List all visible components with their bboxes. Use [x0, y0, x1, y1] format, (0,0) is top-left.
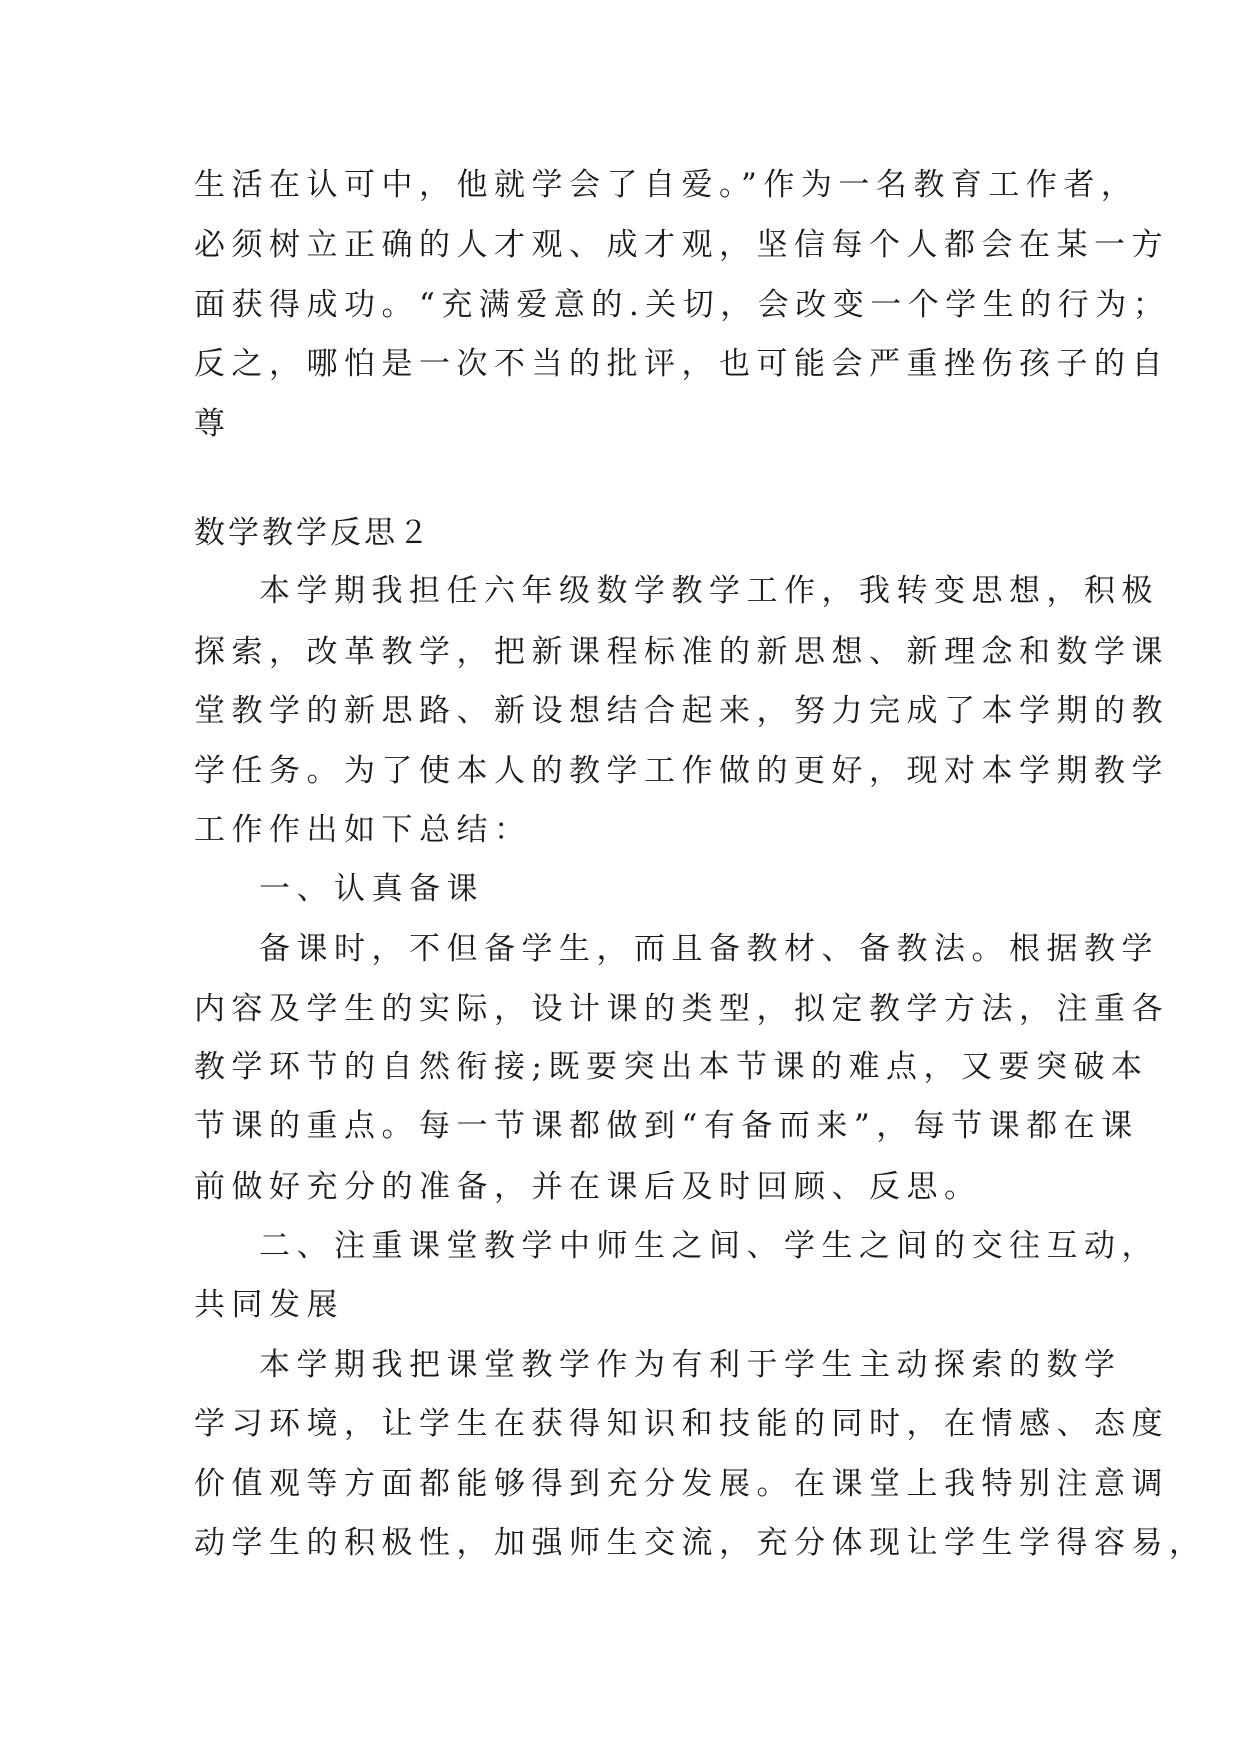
paragraph-line: 价值观等方面都能够得到充分发展。在课堂上我特别注意调 [194, 1466, 1169, 1502]
paragraph-line: 节课的重点。每一节课都做到“有备而来”，每节课都在课 [194, 1108, 1139, 1144]
paragraph-line: 备课时，不但备学生，而且备教材、备教法。根据教学 [259, 931, 1159, 967]
paragraph-line: 教学环节的自然衔接;既要突出本节课的难点，又要突破本 [194, 1049, 1149, 1085]
paragraph-line: 学任务。为了使本人的教学工作做的更好，现对本学期教学 [194, 753, 1169, 789]
intro-line: 必须树立正确的人才观、成才观，坚信每个人都会在某一方 [194, 227, 1169, 263]
paragraph-line: 本学期我担任六年级数学教学工作，我转变思想，积极 [259, 573, 1159, 609]
subheading: 二、注重课堂教学中师生之间、学生之间的交往互动， [259, 1228, 1159, 1264]
subheading-continued: 共同发展 [194, 1287, 344, 1323]
intro-line: 面获得成功。“充满爱意的.关切，会改变一个学生的行为； [194, 287, 1171, 323]
paragraph-line: 工作作出如下总结： [194, 812, 532, 848]
intro-line: 生活在认可中，他就学会了自爱。”作为一名教育工作者， [194, 167, 1139, 203]
paragraph-line: 堂教学的新思路、新设想结合起来，努力完成了本学期的教 [194, 693, 1169, 729]
subheading: 一、认真备课 [259, 871, 484, 907]
paragraph-line: 动学生的积极性，加强师生交流，充分体现让学生学得容易， [194, 1525, 1207, 1561]
intro-line: 尊 [194, 406, 232, 442]
paragraph-line: 探索，改革教学，把新课程标准的新思想、新理念和数学课 [194, 634, 1169, 670]
section-title: 数学教学反思２ [194, 515, 432, 551]
paragraph-line: 本学期我把课堂教学作为有利于学生主动探索的数学 [259, 1347, 1122, 1383]
paragraph-line: 内容及学生的实际，设计课的类型，拟定教学方法，注重各 [194, 991, 1169, 1027]
paragraph-line: 学习环境，让学生在获得知识和技能的同时，在情感、态度 [194, 1406, 1169, 1442]
intro-line: 反之，哪怕是一次不当的批评，也可能会严重挫伤孩子的自 [194, 346, 1169, 382]
paragraph-line: 前做好充分的准备，并在课后及时回顾、反思。 [194, 1169, 982, 1205]
